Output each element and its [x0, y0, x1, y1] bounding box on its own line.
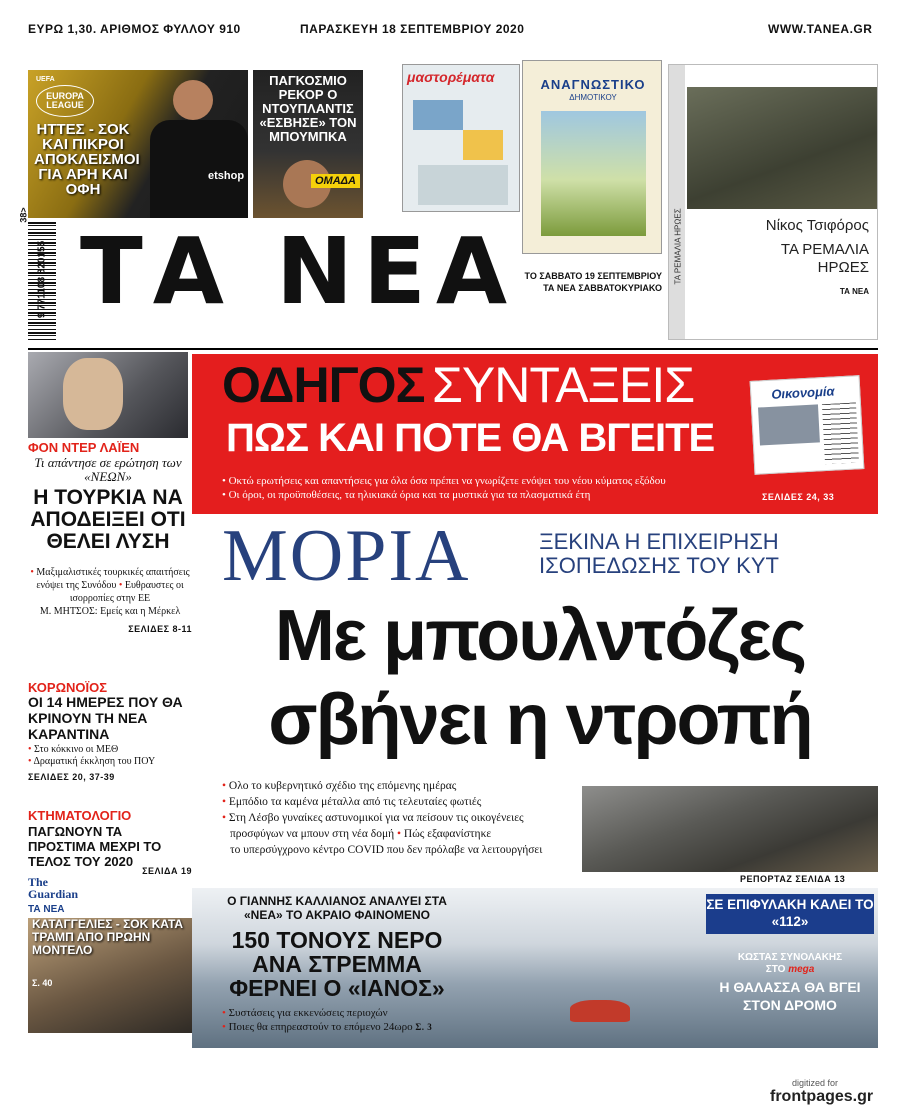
guide-pages: ΣΕΛΙΔΕΣ 24, 33: [762, 492, 835, 502]
guide-title-white: ΣΥΝΤΑΞΕΙΣ: [432, 357, 695, 413]
portrait-face: [63, 358, 123, 430]
shelf-image: [413, 100, 463, 130]
website-link[interactable]: WWW.TANEA.GR: [768, 22, 873, 36]
oikonomia-text: [822, 402, 859, 464]
room-image: [463, 130, 503, 160]
left-s1-deck: Τι απάντησε σε ερώτηση των «ΝΕΩΝ»: [34, 455, 182, 484]
moria-headline-2[interactable]: σβήνει η ντροπή: [268, 680, 812, 760]
guide-box[interactable]: [192, 354, 878, 514]
book-title: ΤΑ ΡΕΜΑΛΙΑ ΗΡΩΕΣ: [780, 241, 869, 276]
digitized-label: digitized for: [792, 1078, 839, 1088]
moria-bullets: • Ολο το κυβερνητικό σχέδιο της επόμενης ημέρας • Εμπόδιο τα καμένα μέταλλα από τις τελευταίες φωτιές • Στη Λέσβο γυναίκες αστυνομικοί για να πείσουν τις οικογένειες προσφύγων να μπουν στη νέα δομή • Πώς εξαφανίστηκε το υπερσύγχρονο κέντρο COVID που δεν πρόλαβε να λειτουργήσει: [222, 780, 543, 856]
mastoremata-title: μαστορέματα: [407, 69, 495, 85]
left-s2-bullets: • Στο κόκκινο οι ΜΕΘ • Δραματική έκκληση του ΠΟΥ: [28, 744, 156, 767]
europa-league-logo: EUROPA LEAGUE: [36, 85, 94, 117]
anagnostiko-promo[interactable]: [522, 60, 662, 254]
room-floor: [418, 165, 508, 205]
masthead-logo[interactable]: ΤΑ ΝΕΑ: [80, 218, 518, 325]
storm-headline[interactable]: 150 ΤΟΝΟΥΣ ΝΕΡΟ ΑΝΑ ΣΤΡΕΜΜΑ ΦΕΡΝΕΙ Ο «ΙΑΝΟΣ»: [229, 927, 445, 1001]
oikonomia-title: Οικονομία: [770, 383, 835, 402]
book-promo[interactable]: [668, 64, 878, 340]
record-promo[interactable]: [253, 70, 363, 218]
oikonomia-photo: [758, 404, 820, 445]
children-illustration: [541, 111, 646, 236]
left-s2-kicker: ΚΟΡΩΝΟΪΟΣ: [28, 680, 108, 695]
trump-photo: [28, 918, 193, 1033]
moria-headline-1[interactable]: Με μπουλντόζες: [274, 596, 806, 676]
moria-kicker: ΜΟΡΙΑ: [222, 515, 471, 597]
europa-text: ΗΤΤΕΣ - ΣΟΚ ΚΑΙ ΠΙΚΡΟΙ ΑΠΟΚΛΕΙΣΜΟΙ ΓΙΑ ΑΡΗ ΚΑΙ ΟΦΗ: [34, 121, 140, 198]
guide-bullets: • Οκτώ ερωτήσεις και απαντήσεις για όλα όσα πρέπει να γνωρίζετε ενόψει του νέου κύματος εξόδου • Οι όροι, οι προϋποθέσεις, τα ηλικιακά όρια και τα μυστικά για τα πλασματικά έτη: [222, 475, 666, 501]
uefa-label: UEFA: [36, 76, 55, 83]
storm-box[interactable]: [192, 888, 878, 1048]
issue-date: ΠΑΡΑΣΚΕΥΗ 18 ΣΕΠΤΕΜΒΡΙΟΥ 2020: [300, 22, 525, 36]
player-head: [173, 80, 213, 120]
saturday-promo: ΤΟ ΣΑΒΒΑΤΟ 19 ΣΕΠΤΕΜΒΡΙΟΥ ΤΑ ΝΕΑ ΣΑΒΒΑΤΟΚΥΡΙΑΚΟ: [524, 271, 662, 293]
moria-deck: ΞΕΚΙΝΑ Η ΕΠΙΧΕΙΡΗΣΗ ΙΣΟΠΕΔΩΣΗΣ ΤΟΥ ΚΥΤ: [539, 529, 779, 578]
barcode-code: 38>: [18, 207, 29, 223]
price-issue: ΕΥΡΩ 1,30. ΑΡΙΘΜΟΣ ΦΥΛΛΟΥ 910: [28, 22, 241, 36]
storm-right2-brand: ΣΤΟ mega: [765, 964, 815, 975]
moria-photo: [582, 786, 878, 872]
left-s2-pages: ΣΕΛΙΔΕΣ 20, 37-39: [28, 772, 115, 782]
masthead-rule: [28, 348, 878, 350]
left-s3-headline[interactable]: ΠΑΓΩΝΟΥΝ ΤΑ ΠΡΟΣΤΙΜΑ ΜΕΧΡΙ ΤΟ ΤΕΛΟΣ ΤΟΥ 2020: [28, 824, 162, 869]
storm-bullets: • Συστάσεις για εκκενώσεις περιοχών • Ποιες θα επηρεαστούν το επόμενο 24ωρο Σ. 3: [222, 1007, 433, 1033]
guide-title-black: ΟΔΗΓΟΣ: [222, 357, 425, 413]
oikonomia-insert: [750, 375, 865, 475]
frontpages-link[interactable]: frontpages.gr: [770, 1088, 874, 1105]
omada-badge: ΟΜΑΔΑ: [311, 174, 360, 188]
left-s4-headline[interactable]: ΚΑΤΑΓΓΕΛΙΕΣ - ΣΟΚ ΚΑΤΑ ΤΡΑΜΠ ΑΠΟ ΠΡΩΗΝ ΜΟΝΤΕΛΟ: [32, 917, 184, 957]
boat: [570, 1000, 630, 1022]
left-s1-pages: ΣΕΛΙΔΕΣ 8-11: [128, 624, 192, 634]
moria-report: ΡΕΠΟΡΤΑΖ ΣΕΛΙΔΑ 13: [740, 874, 846, 884]
left-s3-kicker: ΚΤΗΜΑΤΟΛΟΓΙΟ: [28, 808, 132, 823]
guide-subtitle: ΠΩΣ ΚΑΙ ΠΟΤΕ ΘΑ ΒΓΕΙΤΕ: [226, 416, 715, 460]
storm-deck: Ο ΓΙΑΝΝΗΣ ΚΑΛΛΙΑΝΟΣ ΑΝΑΛΥΕΙ ΣΤΑ «ΝΕΑ» ΤΟ ΑΚΡΑΙΟ ΦΑΙΝΟΜΕΝΟ: [227, 894, 447, 922]
anagnostiko-title: ΑΝΑΓΝΩΣΤΙΚΟ: [540, 77, 646, 92]
barcode-digits: 9 771108 820155: [36, 240, 48, 319]
storm-right1: ΣΕ ΕΠΙΦΥΛΑΚΗ ΚΑΛΕΙ ΤΟ «112»: [706, 897, 874, 929]
storm-right2-name: ΚΩΣΤΑΣ ΣΥΝΟΛΑΚΗΣ: [737, 952, 843, 963]
soldiers-photo: [687, 87, 877, 209]
left-s1-headline[interactable]: Η ΤΟΥΡΚΙΑ ΝΑ ΑΠΟΔΕΙΞΕΙ ΟΤΙ ΘΕΛΕΙ ΛΥΣΗ: [30, 486, 186, 553]
guardian-sub: ΤΑ ΝΕΑ: [28, 904, 65, 915]
left-s3-pages: ΣΕΛΙΔΑ 19: [142, 866, 192, 876]
record-text: ΠΑΓΚΟΣΜΙΟ ΡΕΚΟΡ Ο ΝΤΟΥΠΛΑΝΤΙΣ «ΕΣΒΗΣΕ» ΤΟΝ ΜΠΟΥΜΠΚΑ: [259, 73, 357, 144]
book-brand: ΤΑ ΝΕΑ: [839, 287, 869, 296]
left-s4-pages: Σ. 40: [32, 978, 53, 988]
storm-pages: Σ. 3: [415, 1022, 433, 1032]
book-author: Νίκος Τσιφόρος: [765, 217, 869, 234]
storm-right-box: [706, 894, 874, 934]
shirt-sponsor: etshop: [208, 170, 245, 182]
anagnostiko-sub: ΔΗΜΟΤΙΚΟΥ: [569, 93, 617, 102]
storm-right2-text: Η ΘΑΛΑΣΣΑ ΘΑ ΒΓΕΙ ΣΤΟΝ ΔΡΟΜΟ: [719, 979, 861, 1013]
left-s1-body: • Μαξιμαλιστικές τουρκικές απαιτήσεις ενόψει της Συνόδου • Ευθραυστες οι ισορροπίες στην ΕΕ Μ. ΜΗΤΣΟΣ: Εμείς και η Μέρκελ: [30, 567, 190, 617]
europa-promo[interactable]: [28, 70, 248, 218]
book-spine-title: ΤΑ ΡΕΜΑΛΙΑ ΗΡΩΕΣ: [673, 208, 683, 285]
left-s1-kicker: ΦΟΝ ΝΤΕΡ ΛΑΪΕΝ: [28, 440, 140, 455]
left-s2-headline[interactable]: ΟΙ 14 ΗΜΕΡΕΣ ΠΟΥ ΘΑ ΚΡΙΝΟΥΝ ΤΗ ΝΕΑ ΚΑΡΑΝΤΙΝΑ: [28, 694, 183, 742]
vonderleyen-photo: [28, 352, 188, 438]
player-shirt: [150, 120, 248, 218]
guardian-logo: The Guardian: [28, 875, 79, 901]
mastoremata-promo[interactable]: [402, 64, 520, 212]
